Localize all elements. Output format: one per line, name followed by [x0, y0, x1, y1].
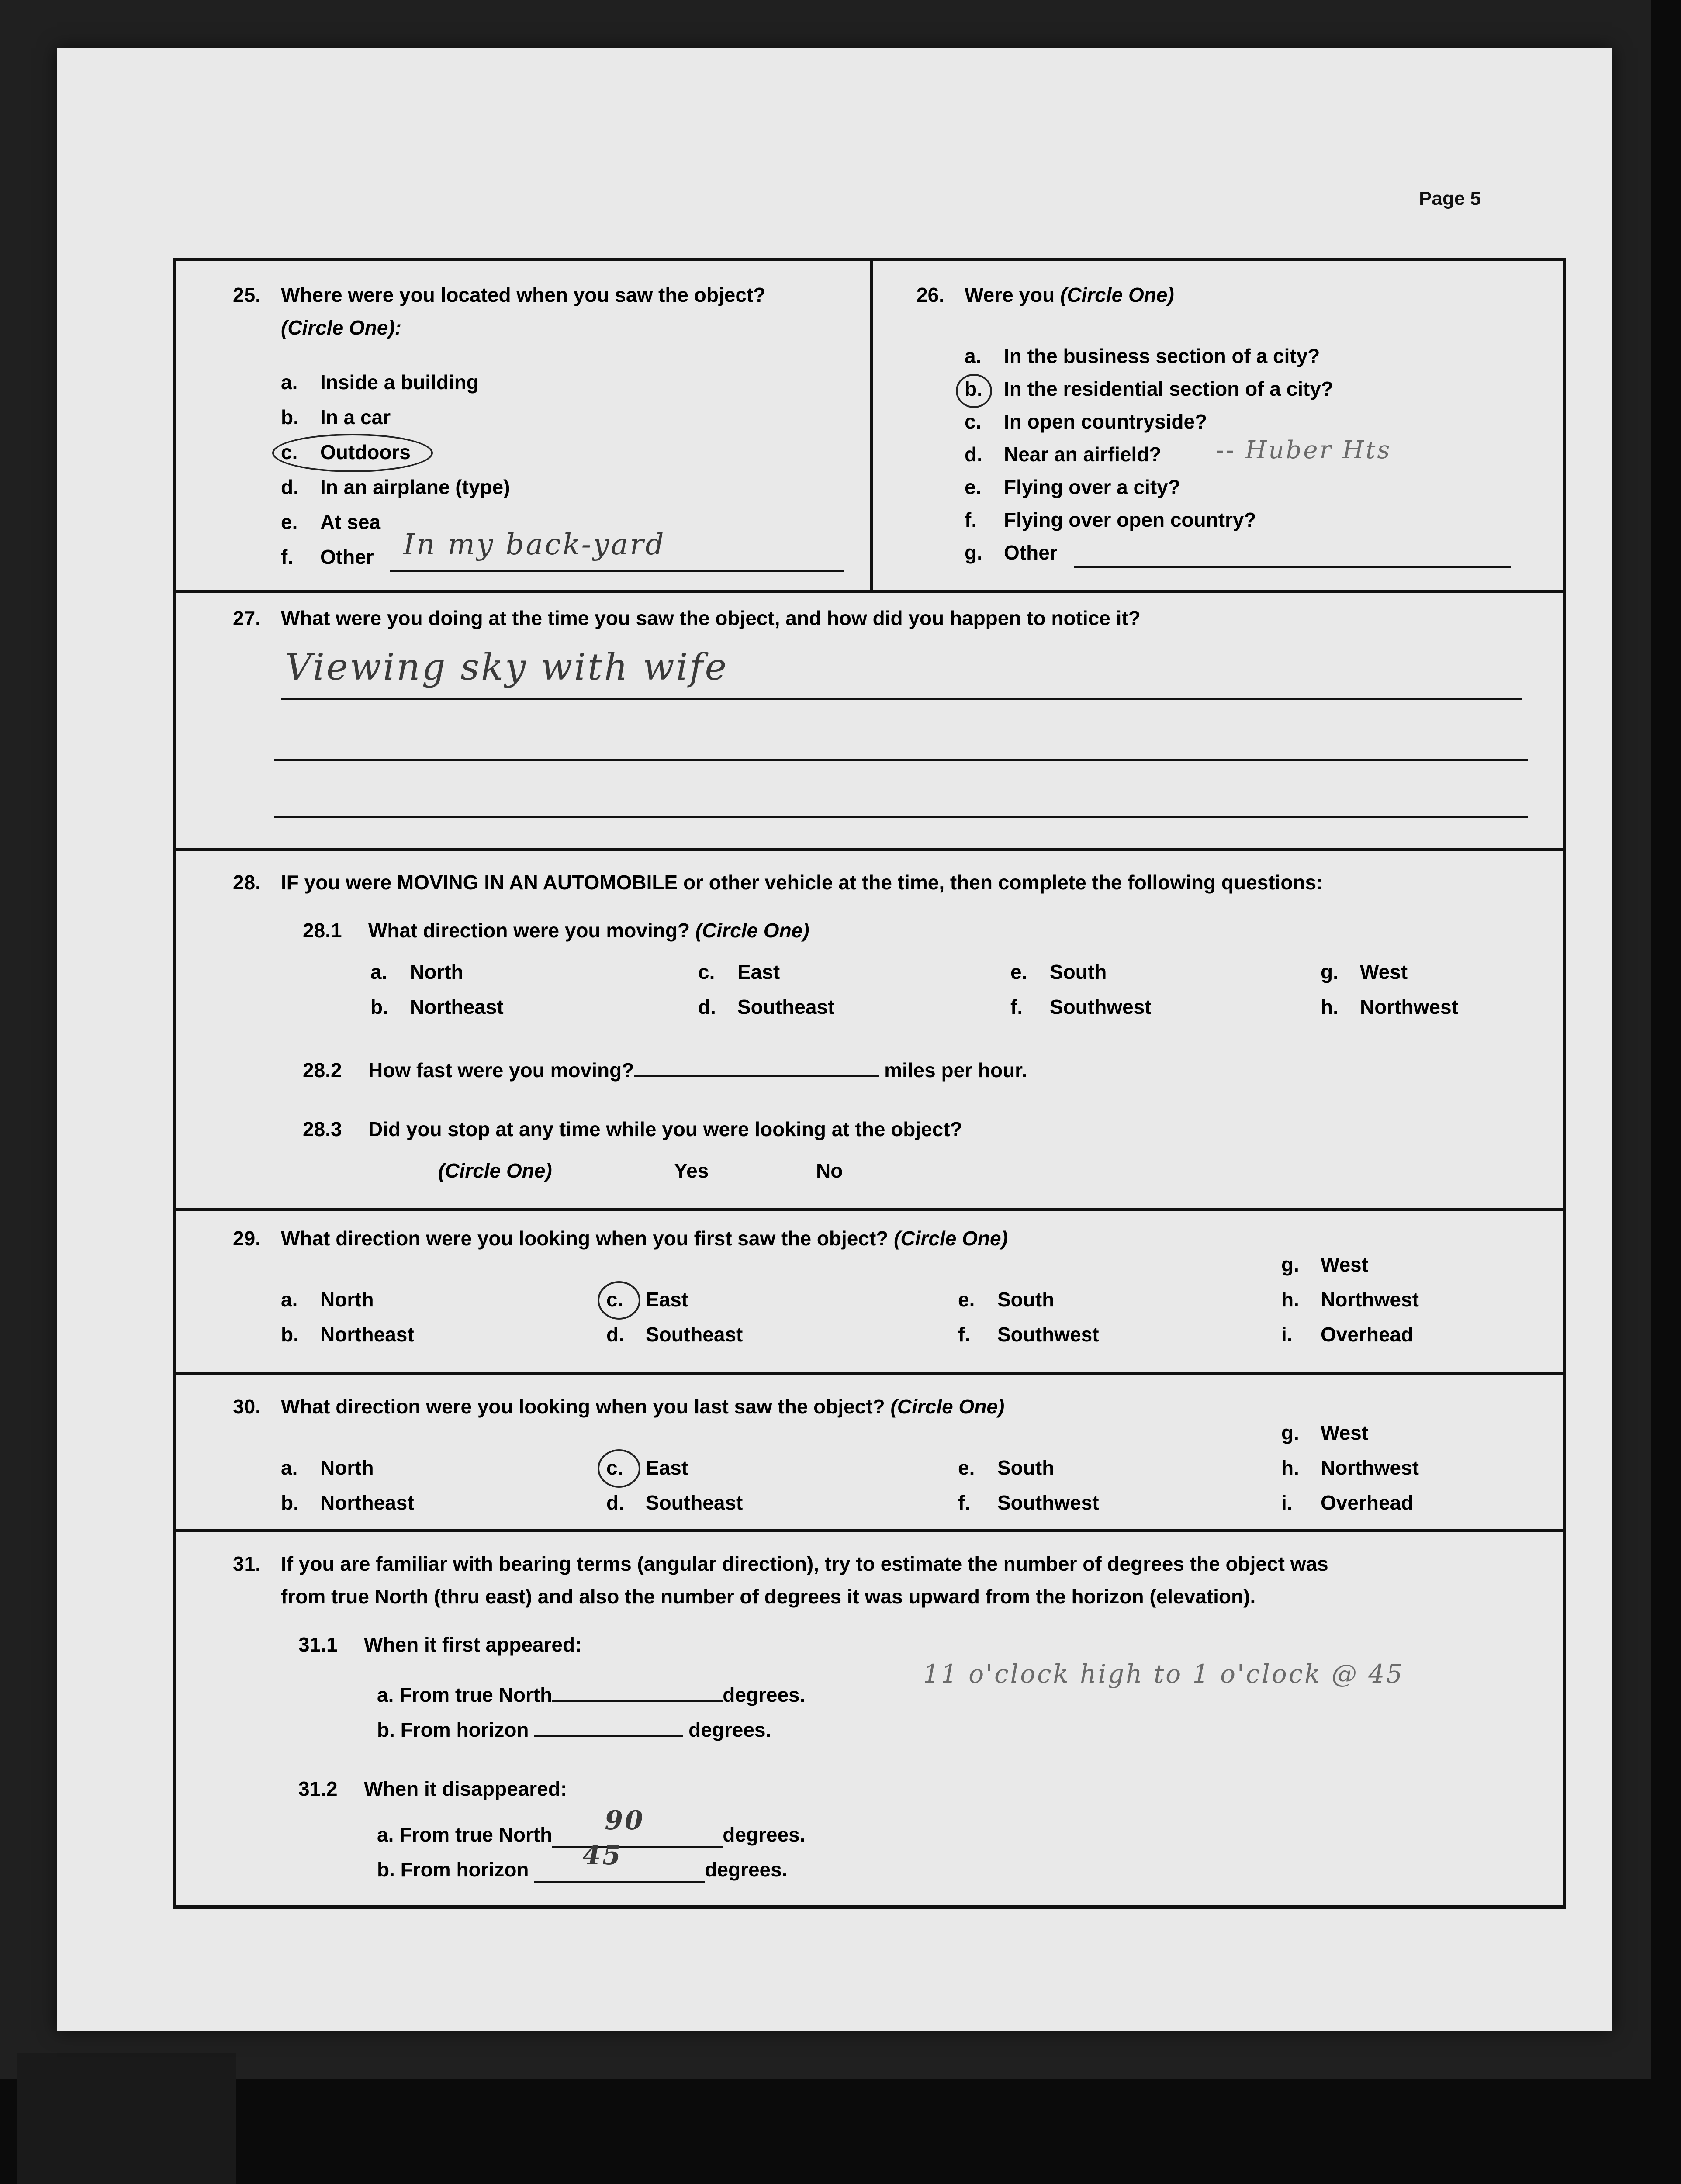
option-northeast[interactable]: b. Northeast — [281, 1323, 414, 1346]
option-west[interactable]: g. West — [1321, 961, 1408, 983]
degrees-input-line[interactable] — [552, 1805, 723, 1848]
question-text: Where were you located when you saw the object? — [281, 283, 766, 306]
option-southwest[interactable]: f. Southwest — [1010, 995, 1152, 1018]
option-south[interactable]: e. South — [958, 1456, 1055, 1479]
option-northwest[interactable]: h. Northwest — [1281, 1456, 1419, 1479]
option-at-sea[interactable]: e. At sea — [281, 511, 381, 533]
handwritten-other-answer: In my back-yard — [403, 528, 666, 561]
question-instruction: (Circle One): — [281, 316, 402, 339]
page-number: Page 5 — [1419, 188, 1481, 209]
option-northeast[interactable]: b. Northeast — [370, 995, 504, 1018]
question-30: 30. What direction were you looking when you last saw the object? (Circle One) a. North b. Northeast c. East d. Southeast e. South f. Southwest g. West h. Northwest i. Overhead — [176, 1375, 1563, 1532]
option-in-a-car[interactable]: b. In a car — [281, 406, 391, 429]
other-answer-line[interactable] — [1074, 566, 1511, 568]
question-instruction: (Circle One) — [1060, 283, 1174, 306]
option-in-an-airplane[interactable]: d. In an airplane (type) — [281, 476, 510, 498]
degrees-input-line[interactable] — [534, 1735, 683, 1737]
option-southwest[interactable]: f. Southwest — [958, 1323, 1099, 1346]
option-flying-over-city[interactable]: e. Flying over a city? — [965, 476, 1180, 498]
subquestion-number: 28.2 — [303, 1059, 342, 1082]
handwritten-answer: Viewing sky with wife — [285, 646, 729, 688]
option-south[interactable]: e. South — [958, 1288, 1055, 1311]
degrees-input-line[interactable] — [534, 1840, 705, 1883]
subquestion-title: When it disappeared: — [364, 1777, 567, 1800]
option-north[interactable]: a. North — [281, 1288, 374, 1311]
handwritten-airfield-answer: -- Huber Hts — [1216, 436, 1392, 464]
option-east[interactable]: c. East — [698, 961, 780, 983]
question-instruction: (Circle One) — [438, 1159, 552, 1182]
option-northwest[interactable]: h. Northwest — [1281, 1288, 1419, 1311]
option-near-airfield[interactable]: d. Near an airfield? — [965, 443, 1162, 466]
section-25-26 — [176, 261, 1563, 593]
option-southeast[interactable]: d. Southeast — [606, 1323, 743, 1346]
option-business-section[interactable]: a. In the business section of a city? — [965, 345, 1320, 367]
question-number: 25. — [233, 283, 261, 306]
answer-line-2[interactable] — [274, 759, 1528, 761]
first-from-horizon: b. From horizon degrees. — [377, 1718, 771, 1741]
option-west[interactable]: g. West — [1281, 1253, 1369, 1276]
question-text-line-1: If you are familiar with bearing terms (angular direction), try to estimate the number of degrees the object was — [281, 1552, 1328, 1575]
answer-line-1[interactable] — [281, 698, 1522, 700]
option-northeast[interactable]: b. Northeast — [281, 1491, 414, 1514]
option-residential-section[interactable]: b. In the residential section of a city? — [965, 377, 1334, 400]
question-text-line-2: from true North (thru east) and also the number of degrees it was upward from the horizon (elevation). — [281, 1585, 1256, 1608]
subquestion-text: Did you stop at any time while you were looking at the object? — [368, 1118, 962, 1140]
handwritten-true-north-value: 90 — [605, 1805, 645, 1836]
subquestion-text: What direction were you moving? — [368, 919, 690, 942]
option-other[interactable]: f. Other — [281, 546, 374, 568]
question-28: 28. IF you were MOVING IN AN AUTOMOBILE or other vehicle at the time, then complete the following questions: 28.1 What direction were you moving? (Circle One) a. North b. Northeast c. East d. Southeast e. South f. Southwest g. West h. Northwest 28.2 How fast were you moving? miles per hour. 28.3 Did you stop at any time while you were looking at the object? (Circle One) Yes No — [176, 851, 1563, 1211]
option-outdoors[interactable]: c. Outdoors — [281, 441, 411, 463]
question-number: 30. — [233, 1395, 261, 1418]
question-text: What direction were you looking when you first saw the object? — [281, 1227, 889, 1250]
option-southeast[interactable]: d. Southeast — [606, 1491, 743, 1514]
question-number: 29. — [233, 1227, 261, 1250]
option-other[interactable]: g. Other — [965, 541, 1058, 564]
option-flying-over-country[interactable]: f. Flying over open country? — [965, 508, 1256, 531]
question-25 — [176, 261, 873, 590]
question-number: 31. — [233, 1552, 261, 1575]
subquestion-number: 28.3 — [303, 1118, 342, 1140]
handwritten-first-appeared-note: 11 o'clock high to 1 o'clock @ 45 — [923, 1659, 1404, 1689]
subquestion-text: How fast were you moving? — [368, 1059, 634, 1082]
option-east[interactable]: c. East — [606, 1288, 688, 1311]
question-text: What direction were you looking when you last saw the object? — [281, 1395, 885, 1418]
question-31 — [176, 1532, 1563, 1906]
last-from-horizon: b. From horizon 45 degrees. — [377, 1858, 788, 1883]
answer-line-3[interactable] — [274, 816, 1528, 818]
subquestion-title: When it first appeared: — [364, 1633, 582, 1656]
question-27 — [176, 593, 1563, 851]
handwritten-horizon-value: 45 — [582, 1840, 623, 1871]
question-29: 29. What direction were you looking when you first saw the object? (Circle One) a. North b. Northeast c. East d. Southeast e. South f. Southwest g. West h. Northwest i. Overhead — [176, 1211, 1563, 1375]
question-text: Were you — [965, 283, 1055, 306]
option-southeast[interactable]: d. Southeast — [698, 995, 835, 1018]
option-open-countryside[interactable]: c. In open countryside? — [965, 410, 1207, 433]
scan-edge — [17, 2053, 236, 2184]
option-inside-building[interactable]: a. Inside a building — [281, 371, 479, 394]
option-overhead[interactable]: i. Overhead — [1281, 1491, 1414, 1514]
question-number: 28. — [233, 871, 261, 894]
question-number: 26. — [917, 283, 944, 306]
last-from-true-north: a. From true North 90 degrees. — [377, 1823, 805, 1848]
subquestion-number: 31.1 — [298, 1633, 338, 1656]
question-text: What were you doing at the time you saw the object, and how did you happen to notice it? — [281, 607, 1141, 629]
form-table — [173, 258, 1566, 1909]
option-southwest[interactable]: f. Southwest — [958, 1491, 1099, 1514]
option-northwest[interactable]: h. Northwest — [1321, 995, 1458, 1018]
option-overhead[interactable]: i. Overhead — [1281, 1323, 1414, 1346]
subquestion-number: 31.2 — [298, 1777, 338, 1800]
option-west[interactable]: g. West — [1281, 1421, 1369, 1444]
option-east[interactable]: c. East — [606, 1456, 688, 1479]
degrees-input-line[interactable] — [552, 1700, 723, 1702]
speed-input-line[interactable] — [634, 1075, 879, 1077]
option-south[interactable]: e. South — [1010, 961, 1107, 983]
question-emphasis: MOVING IN AN AUTOMOBILE — [397, 871, 678, 894]
option-north[interactable]: a. North — [370, 961, 463, 983]
first-from-true-north: a. From true North degrees. — [377, 1683, 806, 1706]
subquestion-number: 28.1 — [303, 919, 342, 942]
option-north[interactable]: a. North — [281, 1456, 374, 1479]
option-yes[interactable]: Yes — [674, 1159, 709, 1182]
other-answer-line[interactable] — [390, 570, 844, 572]
question-number: 27. — [233, 607, 261, 629]
question-26 — [873, 261, 1563, 590]
option-no[interactable]: No — [816, 1159, 843, 1182]
